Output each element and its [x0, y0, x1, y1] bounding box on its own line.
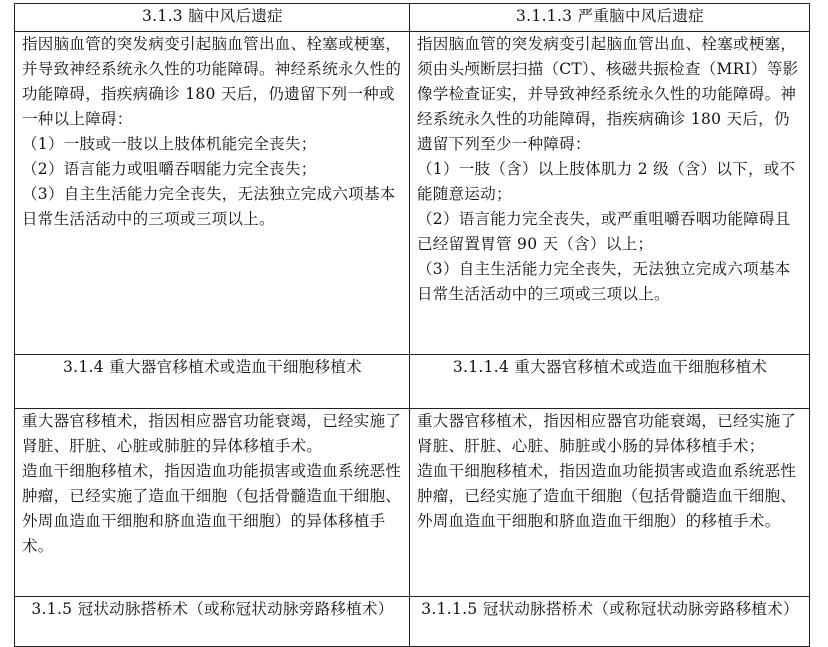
list-item: （1）一肢（含）以上肢体肌力 2 级（含）以下，或不能随意运动；	[417, 160, 796, 203]
list-item: （3）自主生活能力完全丧失，无法独立完成六项基本日常生活活动中的三项或三项以上。	[22, 185, 396, 228]
list-item: （1）一肢或一肢以上肢体机能完全丧失；	[22, 135, 317, 153]
body-cell-left	[15, 32, 410, 355]
paragraph: 造血干细胞移植术，指因造血功能损害或造血系统恶性肿瘤，已经实施了造血干细胞（包括骨髓造血干细胞、外周血造血干细胞和脐血造血干细胞）的异体移植手术。	[22, 462, 402, 555]
paragraph: 重大器官移植术，指因相应器官功能衰竭，已经实施了肾脏、肝脏、心脏或肺脏的异体移植手术。	[22, 412, 402, 455]
header-cell-left: 3.1.5 冠状动脉搭桥术（或称冠状动脉旁路移植术）	[15, 597, 410, 647]
body-cell-right	[410, 409, 810, 597]
list-item: （2）语言能力或咀嚼吞咽能力完全丧失；	[22, 160, 317, 178]
list-item: （3）自主生活能力完全丧失，无法独立完成六项基本日常生活活动中的三项或三项以上。	[417, 260, 791, 303]
table-row-body-stroke	[15, 32, 810, 355]
body-cell-right	[410, 32, 810, 355]
paragraph: 造血干细胞移植术，指因造血功能损害或造血系统恶性肿瘤，已经实施了造血干细胞（包括骨髓造血干细胞、外周血造血干细胞和脐血造血干细胞）的移植手术。	[417, 462, 797, 530]
table-row-body-transplant	[15, 409, 810, 597]
paragraph: 指因脑血管的突发病变引起脑血管出血、栓塞或梗塞，并导致神经系统永久性的功能障碍。神经系统永久性的功能障碍，指疾病确诊 180 天后，仍遗留下列一种或一种以上障碍：	[22, 35, 402, 128]
list-item: （2）语言能力完全丧失，或严重咀嚼吞咽功能障碍且已经留置胃管 90 天（含）以上；	[417, 210, 791, 253]
header-cell-left: 3.1.3 脑中风后遗症	[15, 4, 410, 32]
table-row-header-transplant	[15, 355, 810, 409]
table-row-header-cabg	[15, 597, 810, 647]
header-cell-right: 3.1.1.5 冠状动脉搭桥术（或称冠状动脉旁路移植术）	[410, 597, 810, 647]
paragraph: 指因脑血管的突发病变引起脑血管出血、栓塞或梗塞，须由头颅断层扫描（CT）、核磁共振检查（MRI）等影像学检查证实，并导致神经系统永久性的功能障碍。神经系统永久性的功能障碍，指疾病确诊 180 天后，仍遗留下列至少一种障碍：	[417, 35, 799, 153]
header-cell-left: 3.1.4 重大器官移植术或造血干细胞移植术	[15, 355, 410, 409]
header-cell-right: 3.1.1.3 严重脑中风后遗症	[410, 4, 810, 32]
comparison-table	[14, 3, 810, 647]
paragraph: 重大器官移植术，指因相应器官功能衰竭，已经实施了肾脏、肝脏、心脏、肺脏或小肠的异体移植手术；	[417, 412, 797, 455]
body-cell-left	[15, 409, 410, 597]
header-cell-right: 3.1.1.4 重大器官移植术或造血干细胞移植术	[410, 355, 810, 409]
table-row-header-stroke	[15, 4, 810, 32]
